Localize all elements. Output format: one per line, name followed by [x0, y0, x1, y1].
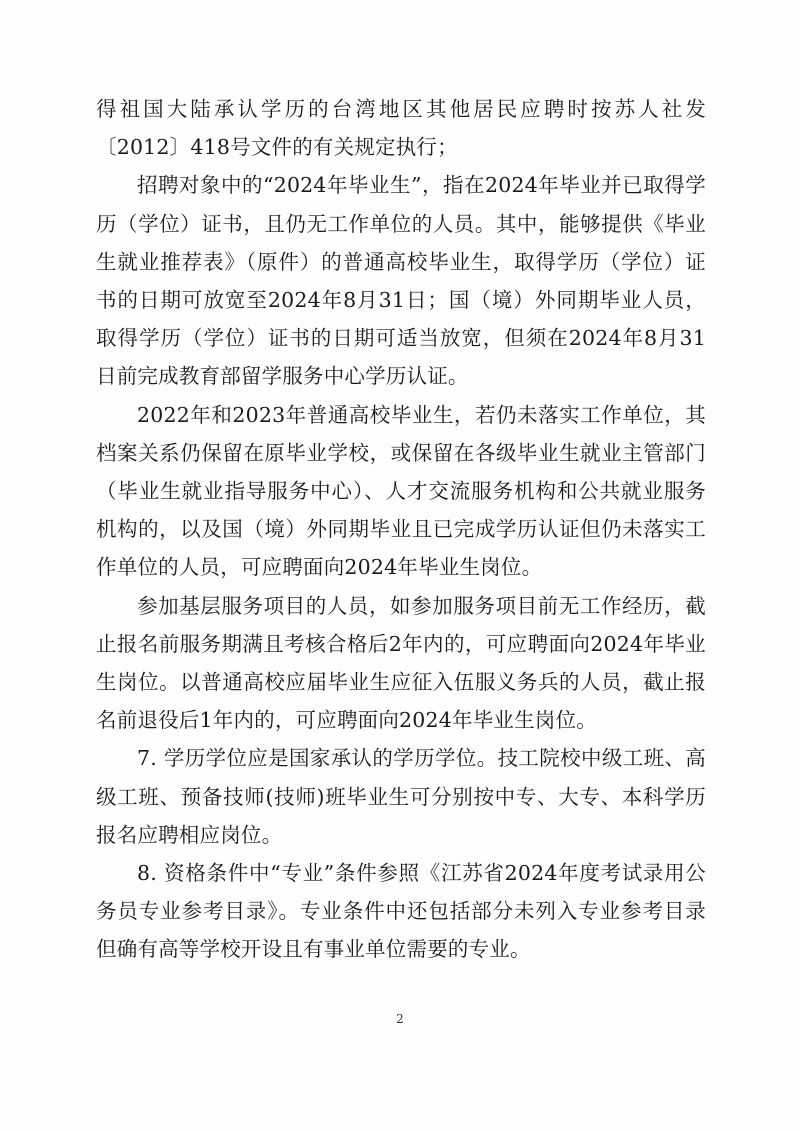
paragraph-previous-graduates: 2022年和2023年普通高校毕业生，若仍未落实工作单位，其档案关系仍保留在原毕业学校，或保留在各级毕业生就业主管部门（毕业生就业指导服务中心）、人才交流服务机构和公共就业服务机构的，以及国（境）外同期毕业且已完成学历认证但仍未落实工作单位的人员，可应聘面向2024年毕业生岗位。 [96, 402, 706, 580]
page-number: 2 [396, 1012, 404, 1026]
paragraph-grassroots-service: 参加基层服务项目的人员，如参加服务项目前无工作经历，截止报名前服务期满且考核合格后2年内的，可应聘面向2024年毕业生岗位。以普通高校应届毕业生应征入伍服义务兵的人员，截止报名前退役后1年内的，可应聘面向2024年毕业生岗位。 [96, 593, 706, 733]
document-body [96, 90, 706, 969]
paragraph-graduate-definition: 招聘对象中的“2024年毕业生”，指在2024年毕业并已取得学历（学位）证书，且仍无工作单位的人员。其中，能够提供《毕业生就业推荐表》（原件）的普通高校毕业生，取得学历（学位）证书的日期可放宽至2024年8月31日；国（境）外同期毕业人员，取得学历（学位）证书的日期可适当放宽，但须在2024年8月31日前完成教育部留学服务中心学历认证。 [96, 173, 706, 389]
paragraph-item-7-education: 7. 学历学位应是国家承认的学历学位。技工院校中级工班、高级工班、预备技师(技师)班毕业生可分别按中专、大专、本科学历报名应聘相应岗位。 [96, 746, 706, 847]
paragraph-continuation: 得祖国大陆承认学历的台湾地区其他居民应聘时按苏人社发〔2012〕418号文件的有关规定执行； [96, 97, 706, 160]
paragraph-item-8-major: 8. 资格条件中“专业”条件参照《江苏省2024年度考试录用公务员专业参考目录》。专业条件中还包括部分未列入专业参考目录但确有高等学校开设且有事业单位需要的专业。 [96, 861, 706, 962]
